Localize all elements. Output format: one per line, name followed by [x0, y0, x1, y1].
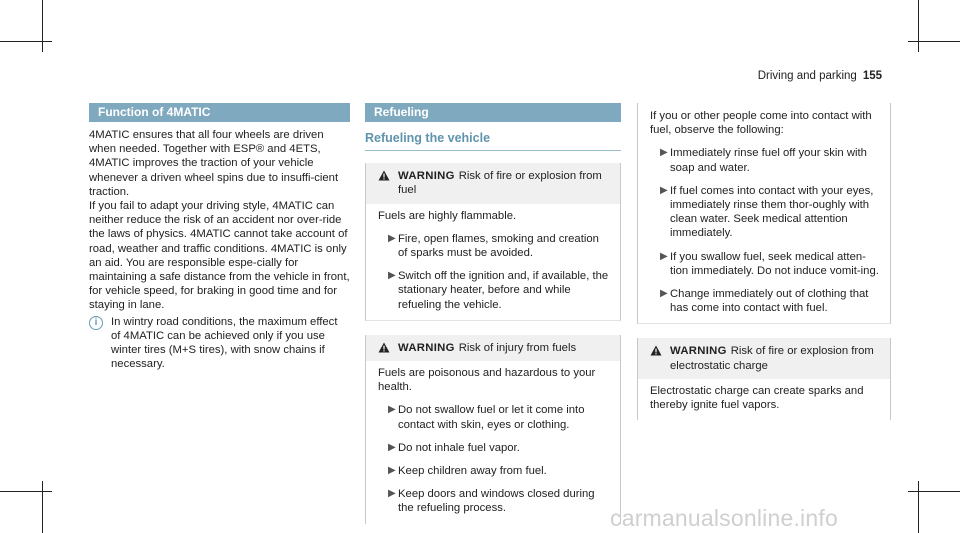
list-item: ▶ Fire, open flames, smoking and creation of sparks must be avoided. — [378, 232, 610, 260]
warning-triangle-icon — [650, 345, 662, 372]
warning-intro: If you or other people come into contact with fuel, observe the following: — [650, 110, 872, 137]
warning-body — [366, 204, 620, 320]
bullet-arrow-icon: ▶ — [388, 465, 396, 477]
crop-mark — [918, 481, 919, 533]
crop-mark — [908, 491, 960, 492]
warning-header — [366, 335, 620, 361]
warning-label: WARNING — [670, 345, 727, 358]
page-number: 155 — [862, 70, 882, 82]
warning-label: WARNING — [398, 341, 455, 354]
section-title: Function of 4MATIC — [89, 103, 350, 122]
warning-box — [637, 338, 891, 420]
paragraph: If you fail to adapt your driving style, 4MATIC can neither reduce the risk of an accident nor over-ride the laws of physics. 4MATIC cannot take account of road, weather and traffic conditions. 4MATIC is only an aid. You are responsible espe-cially for maintaining a safe distance from the vehicle in front, for vehicle speed, for braking in good time and for staying in lane. — [89, 200, 350, 312]
column-refueling — [365, 103, 621, 524]
bullet-arrow-icon: ▶ — [660, 288, 668, 300]
bullet-arrow-icon: ▶ — [388, 441, 396, 453]
list-item: ▶ Do not swallow fuel or let it come into contact with skin, eyes or clothing. — [378, 403, 610, 431]
list-item: ▶ If you swallow fuel, seek medical atten-tion immediately. Do not induce vomit-ing. — [650, 250, 880, 278]
warning-body — [366, 361, 620, 524]
bullet-arrow-icon: ▶ — [388, 488, 396, 500]
section-title: Refueling — [365, 103, 621, 122]
bullet-arrow-icon: ▶ — [660, 250, 668, 262]
warning-body — [638, 379, 890, 420]
crop-mark — [42, 0, 43, 52]
bullet-arrow-icon: ▶ — [388, 270, 396, 282]
warning-body — [638, 103, 890, 323]
list-item: ▶ Keep doors and windows closed during the refueling process. — [378, 487, 610, 515]
warning-title: Risk of fire or explosion from fuel — [398, 170, 602, 197]
running-header — [758, 70, 882, 82]
bullet-arrow-icon: ▶ — [660, 147, 668, 159]
watermark: carmanualsonline.info — [610, 505, 838, 531]
sub-heading: Refueling the vehicle — [365, 131, 621, 151]
bullet-arrow-icon: ▶ — [388, 232, 396, 244]
crop-mark — [908, 41, 960, 42]
warning-box — [365, 335, 621, 524]
continued-warning-box — [637, 103, 891, 324]
warning-text: Electrostatic charge can create sparks and thereby ignite fuel vapors. — [650, 384, 864, 412]
list-item: ▶ Immediately rinse fuel off your skin with soap and water. — [650, 146, 880, 174]
column-4matic — [89, 103, 350, 371]
crop-mark — [918, 0, 919, 52]
warning-title: Risk of injury from fuels — [458, 341, 577, 354]
bullet-arrow-icon: ▶ — [660, 184, 668, 196]
warning-box — [365, 163, 621, 321]
list-item: ▶ Keep children away from fuel. — [378, 464, 610, 478]
column-fuel-contact — [637, 103, 891, 420]
warning-triangle-icon — [378, 342, 390, 355]
crop-mark — [0, 41, 52, 42]
list-item: ▶ Do not inhale fuel vapor. — [378, 441, 610, 455]
warning-intro: Fuels are poisonous and hazardous to your health. — [378, 367, 596, 394]
warning-triangle-icon — [378, 170, 390, 197]
warning-label: WARNING — [398, 170, 455, 183]
paragraph: 4MATIC ensures that all four wheels are driven when needed. Together with ESP® and 4ETS, 4MATIC improves the traction of your vehicle whenever a driven wheel spins due to insuffi-cient traction. — [89, 129, 339, 198]
crop-mark — [42, 481, 43, 533]
note — [89, 315, 350, 372]
note-text: In wintry road conditions, the maximum effect of 4MATIC can be achieved only if you use winter tires (M+S tires), with snow chains if necessary. — [111, 315, 338, 371]
warning-intro: Fuels are highly flammable. — [378, 209, 517, 222]
info-icon: i — [89, 316, 103, 330]
section-name: Driving and parking — [757, 70, 857, 82]
list-item: ▶ Switch off the ignition and, if available, the stationary heater, before and while refueling the vehicle. — [378, 269, 610, 312]
warning-title: Risk of fire or explosion from electrostatic charge — [670, 345, 874, 372]
crop-mark — [0, 491, 52, 492]
warning-header — [638, 338, 890, 378]
bullet-arrow-icon: ▶ — [388, 404, 396, 416]
list-item: ▶ Change immediately out of clothing that has come into contact with fuel. — [650, 287, 880, 315]
list-item: ▶ If fuel comes into contact with your eyes, immediately rinse them thor-oughly with clean water. Seek medical attention immediately. — [650, 184, 880, 241]
warning-header — [366, 163, 620, 203]
